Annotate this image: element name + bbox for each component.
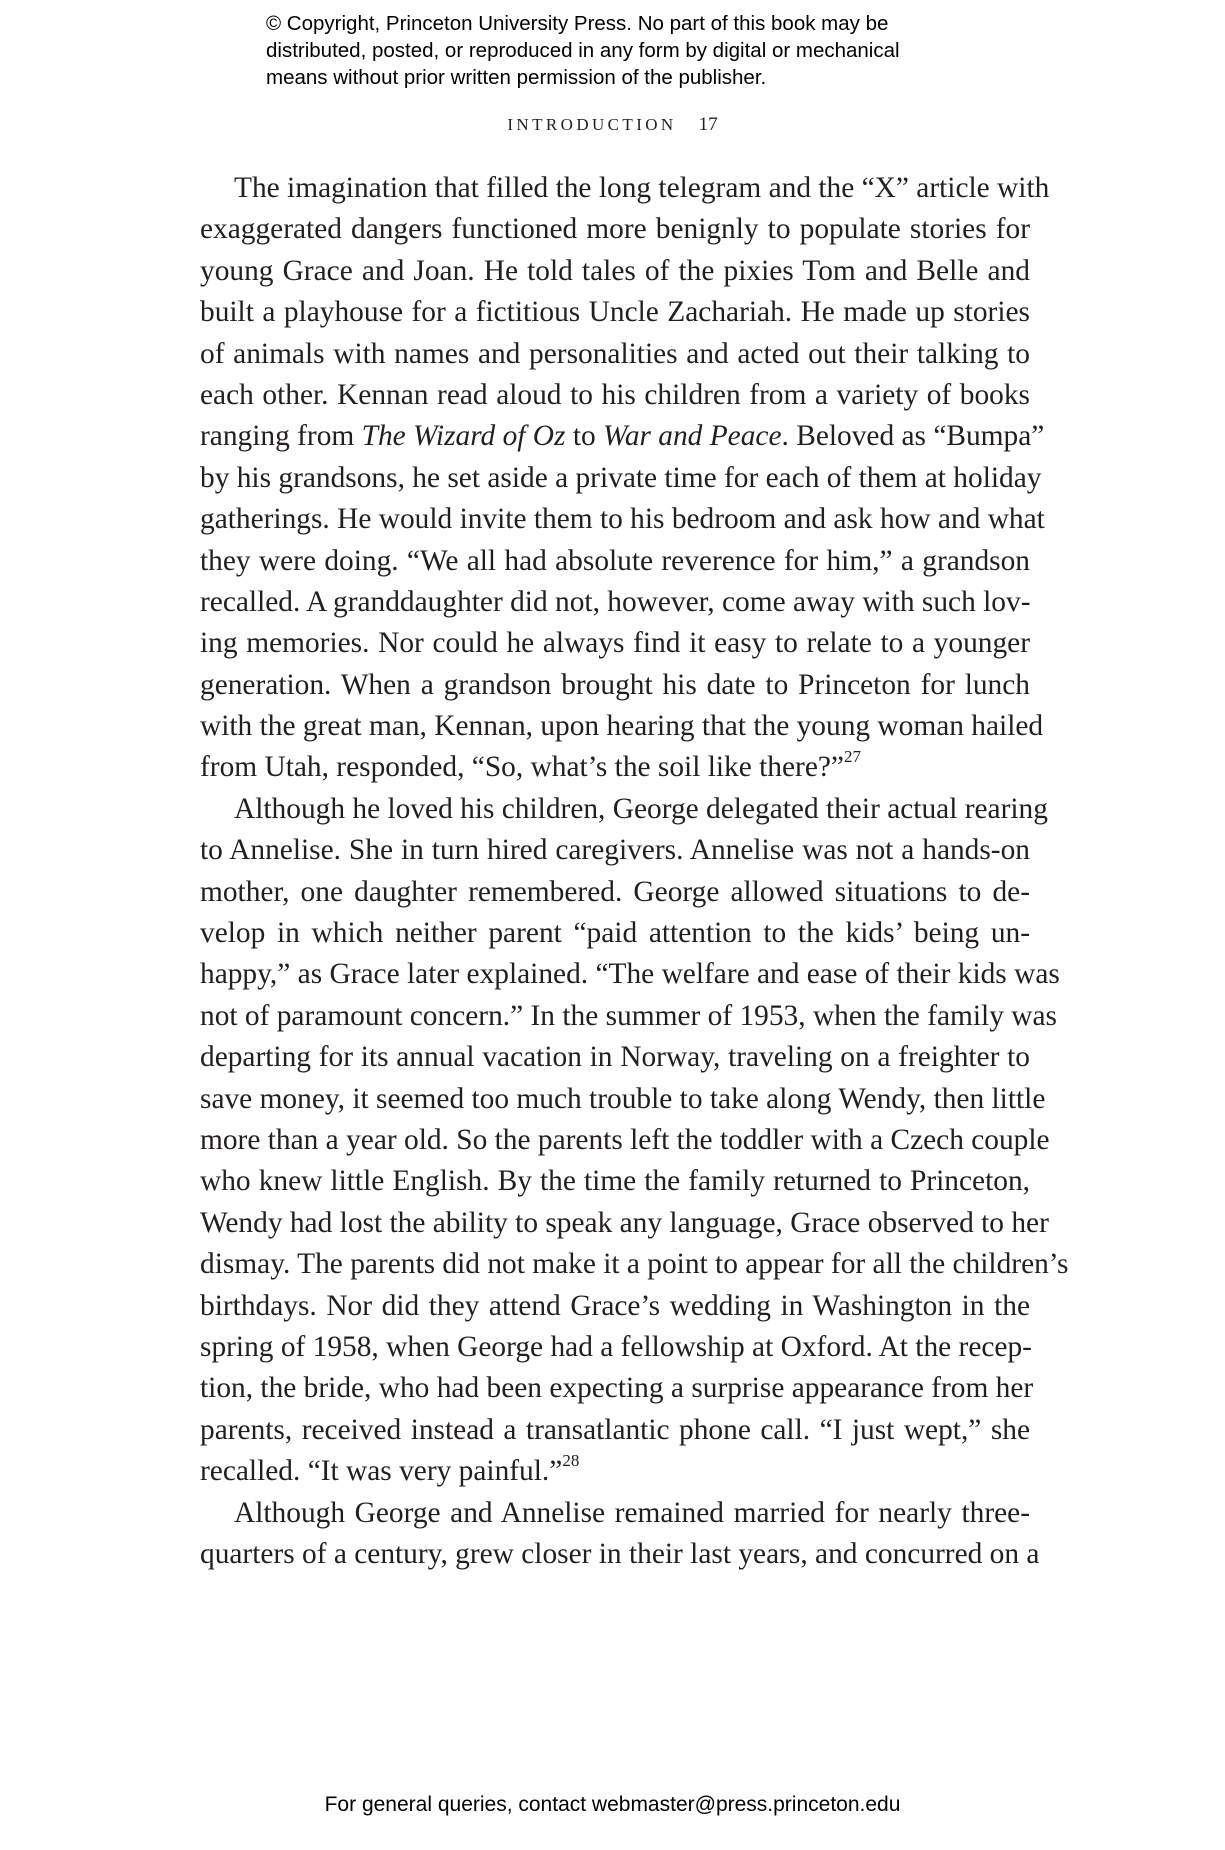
text-line: with the great man, Kennan, upon hearing that the young woman hailed: [200, 710, 1044, 743]
book-title: War and Peace: [603, 420, 782, 453]
text-line: built a playhouse for a fictitious Uncle Zachariah. He made up stories: [200, 296, 1030, 329]
copyright-notice: [266, 10, 986, 91]
footnote-ref-27[interactable]: 27: [843, 747, 861, 767]
text-run: from Utah, responded, “So, what’s the soil like there?”: [200, 751, 844, 784]
paragraph-2: [166, 789, 1069, 1493]
text-line: of animals with names and personalities and acted out their talking to: [200, 337, 1030, 370]
text-run: . Beloved as “Bumpa”: [781, 420, 1045, 453]
text-line: who knew little English. By the time the family returned to Princeton,: [200, 1165, 1030, 1198]
text-line: recalled. A granddaughter did not, however, come away with such lov-: [200, 585, 1031, 618]
text-line: [166, 747, 1030, 788]
text-line: they were doing. “We all had absolute reverence for him,” a grandson: [200, 544, 1030, 577]
text-line: velop in which neither parent “paid attention to the kids’ being un-: [200, 917, 1030, 950]
text-run: recalled. “It was very painful.”: [200, 1455, 563, 1488]
paragraph-1: [166, 168, 1050, 789]
book-title: The Wizard of Oz: [361, 420, 566, 453]
text-line: Although George and Annelise remained married for nearly three-: [234, 1496, 1030, 1529]
text-line: gatherings. He would invite them to his bedroom and ask how and what: [200, 503, 1045, 536]
text-line: save money, it seemed too much trouble to take along Wendy, then little: [200, 1082, 1046, 1115]
text-line: generation. When a grandson brought his date to Princeton for lunch: [200, 668, 1030, 701]
text-line: tion, the bride, who had been expecting a surprise appearance from her: [200, 1372, 1034, 1405]
text-line: dismay. The parents did not make it a point to appear for all the children’s: [200, 1248, 1069, 1281]
text-line: The imagination that filled the long telegram and the “X” article with: [234, 172, 1050, 204]
footnote-ref-28[interactable]: 28: [562, 1451, 580, 1471]
text-line: Although he loved his children, George delegated their actual rearing: [234, 792, 1048, 825]
body-text: [166, 168, 1069, 1575]
text-line: to Annelise. She in turn hired caregivers. Annelise was not a hands-on: [200, 834, 1030, 867]
running-head: [0, 114, 1225, 136]
text-line: [166, 416, 1045, 457]
text-line: ing memories. Nor could he always find it easy to relate to a younger: [200, 627, 1030, 660]
text-line: young Grace and Joan. He told tales of the pixies Tom and Belle and: [200, 254, 1030, 287]
text-line: Wendy had lost the ability to speak any language, Grace observed to her: [200, 1206, 1049, 1239]
text-line: spring of 1958, when George had a fellowship at Oxford. At the recep-: [200, 1330, 1032, 1363]
text-line: each other. Kennan read aloud to his children from a variety of books: [200, 378, 1030, 411]
text-run: ranging from: [200, 420, 362, 453]
text-line: not of paramount concern.” In the summer of 1953, when the family was: [200, 999, 1057, 1032]
text-line: more than a year old. So the parents left the toddler with a Czech couple: [200, 1123, 1050, 1156]
text-line: departing for its annual vacation in Norway, traveling on a freighter to: [200, 1041, 1030, 1074]
copyright-line: distributed, posted, or reproduced in any form by digital or mechanical: [266, 39, 900, 62]
text-line: happy,” as Grace later explained. “The welfare and ease of their kids was: [200, 958, 1060, 991]
text-line: birthdays. Nor did they attend Grace’s wedding in Washington in the: [200, 1289, 1030, 1322]
text-line: mother, one daughter remembered. George allowed situations to de-: [200, 875, 1030, 908]
copyright-line: © Copyright, Princeton University Press. No part of this book may be: [266, 12, 889, 35]
footer-contact: For general queries, contact webmaster@press.princeton.edu: [324, 1793, 901, 1816]
text-line: [166, 1451, 1030, 1492]
text-line: exaggerated dangers functioned more benignly to populate stories for: [200, 213, 1030, 246]
paragraph-3: [166, 1493, 1040, 1576]
text-line: by his grandsons, he set aside a private time for each of them at holiday: [200, 461, 1042, 494]
page-number: 17: [698, 114, 718, 135]
copyright-line: means without prior written permission of the publisher.: [266, 66, 767, 89]
section-title: INTRODUCTION: [507, 115, 677, 134]
text-run: to: [565, 420, 604, 453]
text-line: quarters of a century, grew closer in their last years, and concurred on a: [200, 1537, 1040, 1570]
text-line: parents, received instead a transatlantic phone call. “I just wept,” she: [200, 1413, 1030, 1446]
